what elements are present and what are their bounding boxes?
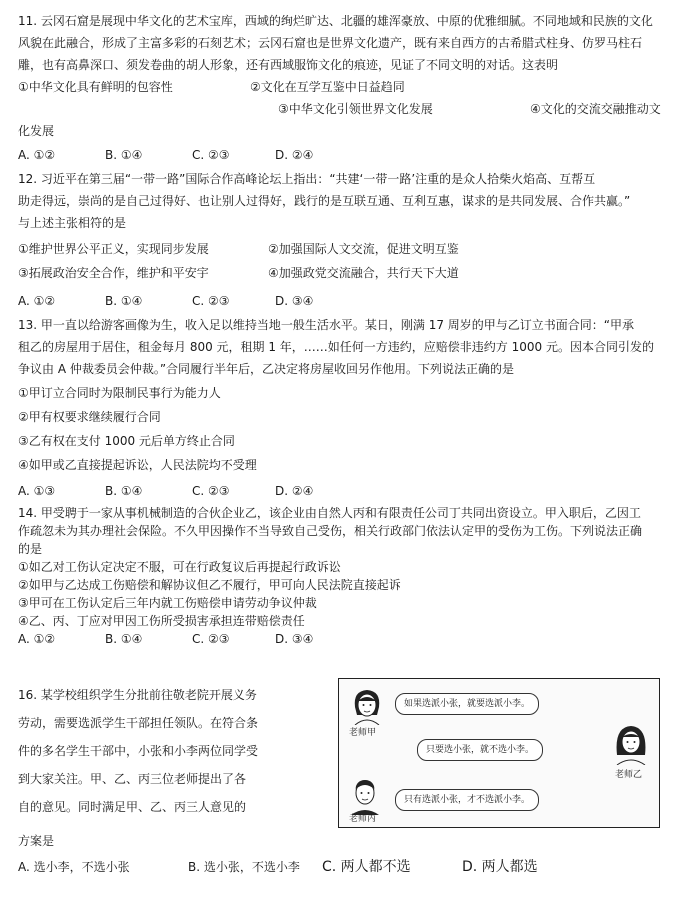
q14-stem-line-1: 14. 甲受聘于一家从事机械制造的合伙企业乙，该企业由自然人丙和有限责任公司丁共同出资设立。甲入职后，乙因工 (18, 506, 641, 520)
teacher-jia-speech: 如果选派小张，就要选派小李。 (395, 693, 539, 715)
q11-option-d[interactable]: D. ②④ (275, 148, 314, 162)
q12-statement-2: ②加强国际人文交流，促进文明互鉴 (268, 242, 459, 256)
q16-stem-line-4: 到大家关注。甲、乙、丙三位老师提出了各 (18, 772, 247, 786)
q13-statement-4: ④如甲或乙直接提起诉讼，人民法院均不受理 (18, 458, 257, 472)
q14-statement-4: ④乙、丙、丁应对甲因工伤所受损害承担连带赔偿责任 (18, 614, 305, 628)
q14-statement-2: ②如甲与乙达成工伤赔偿和解协议但乙不履行，甲可向人民法院直接起诉 (18, 578, 401, 592)
teacher-jia-portrait (347, 685, 387, 725)
q14-option-a[interactable]: A. ①② (18, 632, 56, 646)
q16-option-d[interactable]: D. 两人都选 (462, 859, 538, 875)
teacher-jia-label: 老师甲 (349, 728, 377, 738)
q12-statement-3: ③拓展政治安全合作，维护和平安宇 (18, 266, 209, 280)
q14-stem-line-2: 作疏忽未为其办理社会保险。不久甲因操作不当导致自己受伤，相关行政部门依法认定甲的受伤为工伤。下列说法正确 (18, 524, 643, 538)
q14-statement-1: ①如乙对工伤认定决定不服，可在行政复议后再提起行政诉讼 (18, 560, 341, 574)
q14-stem-line-3: 的是 (18, 542, 43, 556)
q11-statement-1: ①中华文化具有鲜明的包容性 (18, 80, 173, 94)
q11-statement-4: ④文化的交流交融推动文 (530, 102, 661, 116)
q13-stem-line-1: 13. 甲一直以给游客画像为生，收入足以维持当地一般生活水平。某日，刚满 17 周岁的甲与乙订立书面合同：“甲承 (18, 318, 635, 332)
q11-option-b[interactable]: B. ①④ (105, 148, 143, 162)
teacher-yi-portrait (611, 721, 651, 765)
q16-option-b[interactable]: B. 选小张，不选小李 (188, 860, 300, 874)
q13-statement-3: ③乙有权在支付 1000 元后单方终止合同 (18, 434, 235, 448)
q16-stem-line-1: 16. 某学校组织学生分批前往敬老院开展义务 (18, 688, 257, 702)
q13-stem-line-3: 争议由 A 仲裁委员会仲裁。”合同履行半年后，乙决定将房屋收回另作他用。下列说法正确的是 (18, 362, 515, 376)
q13-option-a[interactable]: A. ①③ (18, 484, 56, 498)
q11-option-c[interactable]: C. ②③ (192, 148, 230, 162)
q16-option-a[interactable]: A. 选小李，不选小张 (18, 860, 130, 874)
teacher-bing-portrait (347, 775, 383, 815)
q11-statement-3: ③中华文化引领世界文化发展 (278, 102, 433, 116)
q12-stem-line-3: 与上述主张相符的是 (18, 216, 127, 230)
q16-stem-line-5: 自的意见。同时满足甲、乙、丙三人意见的 (18, 800, 247, 814)
q13-statement-2: ②甲有权要求继续履行合同 (18, 410, 161, 424)
q13-statement-1: ①甲订立合同时为限制民事行为能力人 (18, 386, 221, 400)
q16-teachers-figure (338, 678, 660, 828)
q12-option-a[interactable]: A. ①② (18, 294, 56, 308)
q12-option-b[interactable]: B. ①④ (105, 294, 143, 308)
q12-statement-1: ①维护世界公平正义，实现同步发展 (18, 242, 209, 256)
q16-option-c[interactable]: C. 两人都不选 (322, 859, 411, 875)
q16-stem-line-6: 方案是 (18, 834, 55, 848)
q11-stem-line-1: 11. 云冈石窟是展现中华文化的艺术宝库，西域的绚烂旷达、北疆的雄浑豪放、中原的优雅细腻。不同地域和民族的文化 (18, 14, 653, 28)
q13-option-b[interactable]: B. ①④ (105, 484, 143, 498)
q12-stem-line-2: 助走得远，崇尚的是自己过得好、也让别人过得好，践行的是互联互通、互利互惠，谋求的是共同发展、合作共赢。” (18, 194, 631, 208)
q12-option-d[interactable]: D. ③④ (275, 294, 314, 308)
q11-option-a[interactable]: A. ①② (18, 148, 56, 162)
teacher-yi-label: 老师乙 (615, 770, 643, 780)
q11-stem-line-3: 雕，也有高鼻深口、须发卷曲的胡人形象，还有西域服饰文化的痕迹，见证了不同文明的对话。这表明 (18, 58, 559, 72)
q11-statement-4-cont: 化发展 (18, 124, 55, 138)
q13-option-c[interactable]: C. ②③ (192, 484, 230, 498)
q14-option-b[interactable]: B. ①④ (105, 632, 143, 646)
q16-stem-line-2: 劳动，需要选派学生干部担任领队。在符合条 (18, 716, 259, 730)
q12-statement-4: ④加强政党交流融合，共行天下大道 (268, 266, 459, 280)
teacher-yi-speech: 只要选小张，就不选小李。 (417, 739, 543, 761)
q12-option-c[interactable]: C. ②③ (192, 294, 230, 308)
q11-statement-2: ②文化在互学互鉴中日益趋同 (250, 80, 405, 94)
q13-stem-line-2: 租乙的房屋用于居住，租金每月 800 元，租期 1 年，……如任何一方违约，应赔偿非违约方 1000 元。因本合同引发的 (18, 340, 654, 354)
q13-option-d[interactable]: D. ②④ (275, 484, 314, 498)
q12-stem-line-1: 12. 习近平在第三届“一带一路”国际合作高峰论坛上指出：“共建‘一带一路’注重的是众人拾柴火焰高、互帮互 (18, 172, 596, 186)
q14-statement-3: ③甲可在工伤认定后三年内就工伤赔偿申请劳动争议仲裁 (18, 596, 317, 610)
q11-stem-line-2: 风貌在此融合，形成了主富多彩的石刻艺术；云冈石窟也是世界文化遗产，既有来自西方的古希腊式柱身、仿罗马柱石 (18, 36, 643, 50)
q14-option-d[interactable]: D. ③④ (275, 632, 314, 646)
teacher-bing-speech: 只有选派小张，才不选派小李。 (395, 789, 539, 811)
teacher-bing-label: 老师丙 (349, 814, 377, 824)
q14-option-c[interactable]: C. ②③ (192, 632, 230, 646)
q16-stem-line-3: 件的多名学生干部中，小张和小李两位同学受 (18, 744, 259, 758)
